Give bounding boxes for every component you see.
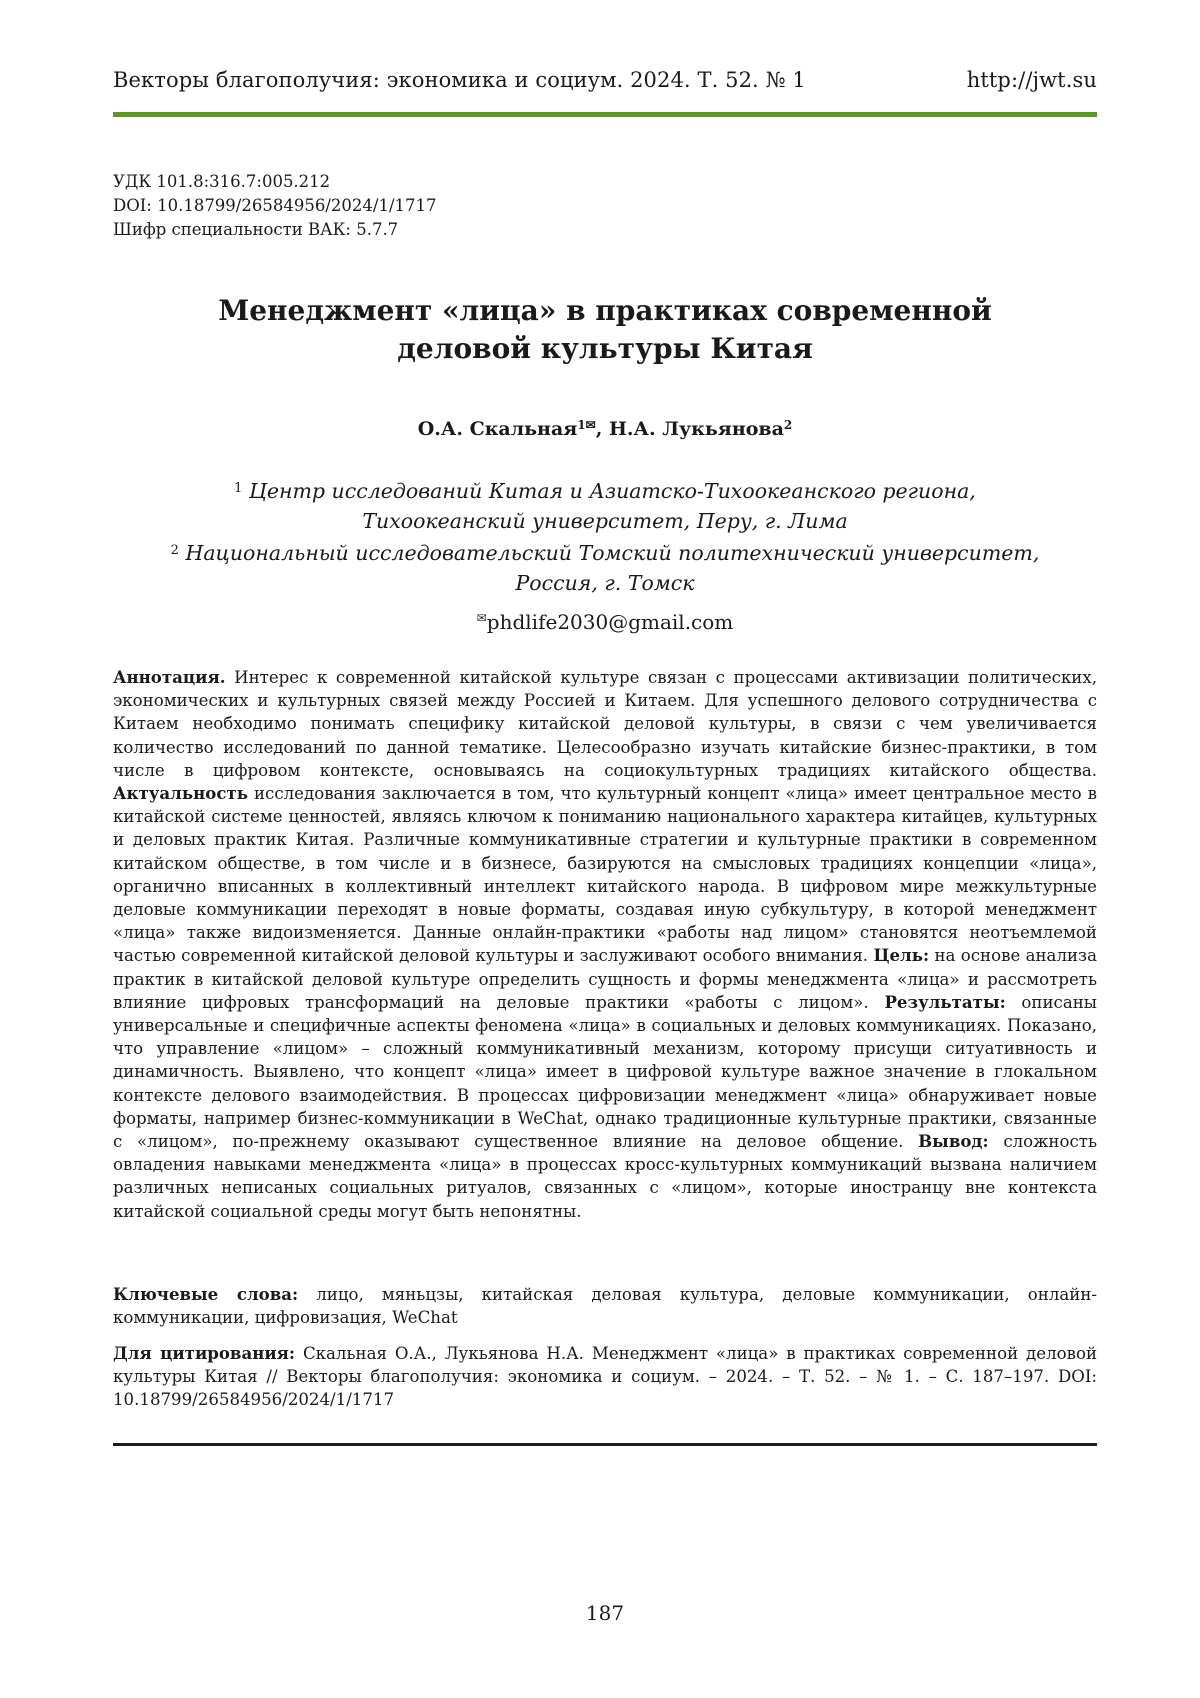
goal-label: Цель:: [873, 945, 930, 966]
affiliation-2-sup: 2: [170, 543, 179, 558]
author-2-sup: 2: [783, 418, 793, 432]
vak-code: Шифр специальности ВАК: 5.7.7: [113, 220, 399, 239]
envelope-icon: ✉: [476, 611, 487, 625]
article-title: [113, 292, 1097, 368]
citation-text: Скальная О.А., Лукьянова Н.А. Менеджмент «лица» в практиках современной деловой культуры Китая // Векторы благополучия: экономика и социум. – 2024. – Т. 52. – № 1. – С. 187–197. DOI: 10.18799/26584956/2024/1/1717: [113, 1344, 1098, 1410]
conclusion-label: Вывод:: [918, 1131, 989, 1152]
keywords-label: Ключевые слова:: [113, 1284, 299, 1304]
affiliation-1-text: Центр исследований Китая и Азиатско-Тихоокеанского региона,: [248, 479, 976, 503]
abstract-intro: Интерес к современной китайской культуре связан с процессами активизации политических, экономических и культурных связей между Россией и Китаем. Для успешного делового сотрудничества с Китаем необходимо понимать специфику китайской деловой культуры, в связи с чем увеличивается количество исследований по данной тематике. Целесообразно изучать китайские бизнес-практики, в том числе в цифровом контексте, основываясь на социокультурных традициях китайского общества.: [113, 668, 1098, 780]
results-text: описаны универсальные и специфичные аспекты феномена «лица» в социальных и деловых коммуникациях. Показано, что управление «лицом» – сложный коммуникативный механизм, которому присущи ситуативность и динамичность. Выявлено, что концепт «лица» имеет в цифровой культуре важное значение в глокальном контексте делового взаимодействия. В процессах цифровизации менеджмент «лица» обнаруживает новые форматы, например бизнес-коммуникации в WeChat, однако традиционные культурные практики, связанные с «лицом», по-прежнему оказывают существенное влияние на деловое общение.: [113, 992, 1097, 1152]
page-number: 187: [585, 1601, 625, 1625]
journal-url[interactable]: http://jwt.su: [966, 68, 1097, 92]
affiliation-1-sup: 1: [234, 481, 243, 496]
doi-line: DOI: 10.18799/26584956/2024/1/1717: [113, 196, 437, 215]
title-line-1: Менеджмент «лица» в практиках современной: [218, 294, 992, 327]
udk-code: УДК 101.8:316.7:005.212: [113, 172, 331, 191]
affiliation-2-line-2: Россия, г. Томск: [515, 571, 695, 595]
author-1-sup: 1✉: [577, 418, 596, 432]
relevance-label: Актуальность: [113, 783, 248, 804]
citation: [113, 1342, 1097, 1412]
affiliations: [113, 474, 1097, 598]
header-rule: [113, 112, 1097, 117]
journal-title: Векторы благополучия: экономика и социум. 2024. Т. 52. № 1: [113, 68, 806, 92]
abstract: [113, 666, 1097, 1223]
relevance-text: исследования заключается в том, что культурный концепт «лица» имеет центральное место в китайской системе ценностей, являясь ключом к пониманию национального характера китайцев, культурных и деловых практик Китая. Различные коммуникативные стратегии и культурные практики в современном китайском обществе, в том числе и в бизнесе, базируются на смысловых традициях концепции «лица», органично вписанных в коллективный интеллект китайского народа. В цифровом мире межкультурные деловые коммуникации переходят в новые форматы, создавая иную субкультуру, в которой менеджмент «лица» также видоизменяется. Данные онлайн-практики «работы над лицом» становятся неотъемлемой частью современной китайской деловой культуры и заслуживают особого внимания.: [113, 784, 1097, 966]
affiliation-1-line-1: [113, 474, 1097, 506]
author-2-name: Н.А. Лукьянова: [608, 418, 784, 440]
article-meta: [113, 170, 437, 242]
affiliation-1-line-2: Тихоокеанский университет, Перу, г. Лима: [362, 509, 848, 533]
running-header: [113, 68, 1097, 92]
author-separator: ,: [595, 418, 609, 440]
results-label: Результаты:: [884, 991, 1006, 1012]
keywords: [113, 1283, 1097, 1329]
goal-text: на основе анализа практик в китайской деловой культуре определить сущность и формы менеджмента «лица» и рассмотреть влияние цифровых трансформаций на деловые практики «работы с лицом».: [113, 946, 1097, 1012]
abstract-label: Аннотация.: [113, 667, 226, 687]
affiliation-2-text: Национальный исследовательский Томский политехнический университет,: [185, 541, 1040, 565]
title-line-2: деловой культуры Китая: [397, 332, 813, 365]
bottom-rule: [113, 1443, 1097, 1446]
affiliation-2-line-1: [113, 536, 1097, 568]
authors: [113, 418, 1097, 440]
conclusion-text: сложность овладения навыками менеджмента «лица» в процессах кросс-культурных коммуникаций вызвана наличием различных неписаных социальных ритуалов, связанных с «лицом», которые иностранцу вне контекста китайской социальной среды могут быть непонятны.: [113, 1132, 1097, 1221]
corresponding-email: [113, 610, 1097, 634]
citation-label: Для цитирования:: [113, 1343, 296, 1363]
author-1-name: О.А. Скальная: [417, 418, 578, 440]
email-address[interactable]: phdlife2030@gmail.com: [486, 610, 734, 634]
keywords-text: лицо, мяньцзы, китайская деловая культура, деловые коммуникации, онлайн-коммуникации, цифровизация, WeChat: [113, 1285, 1097, 1328]
